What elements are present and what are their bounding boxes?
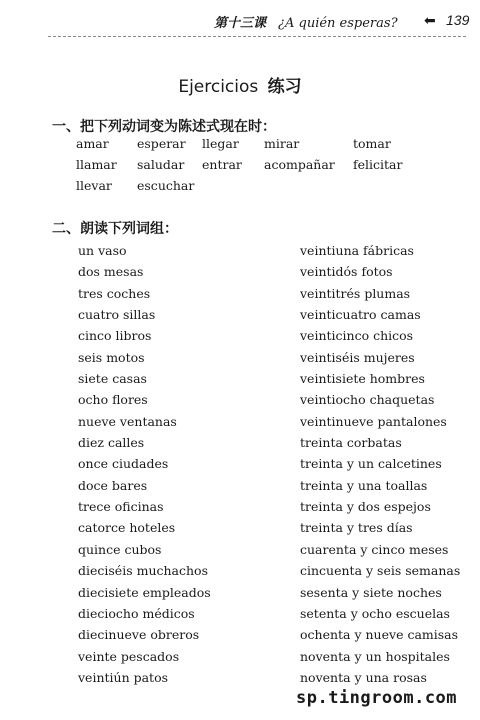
phrase-item: veintisiete hombres [300, 371, 425, 387]
arrow-left-icon: ⬅ [424, 13, 436, 29]
verb-item: acompañar [264, 157, 335, 172]
phrase-item: setenta y ocho escuelas [300, 605, 450, 621]
phrase-item: noventa y una rosas [300, 669, 427, 685]
phrase-item: un vaso [78, 243, 127, 258]
phrase-item: treinta y dos espejos [300, 499, 431, 515]
phrase-item: treinta y una toallas [300, 477, 428, 493]
section1-heading: 一、把下列动词变为陈述式现在时： [52, 119, 276, 135]
phrase-item: siete casas [78, 371, 147, 387]
phrase-item: trece oficinas [78, 499, 164, 515]
phrase-item: dieciocho médicos [78, 605, 195, 621]
verb-item: llamar [76, 157, 117, 172]
verb-item: llegar [202, 136, 239, 151]
phrase-item: veintiún patos [78, 669, 169, 685]
phrase-item: treinta y un calcetines [300, 456, 442, 472]
phrase-item: dos mesas [78, 264, 144, 280]
exercises-title [0, 72, 480, 97]
title-cn: 练习 [267, 77, 302, 97]
phrase-item: veintinueve pantalones [300, 413, 447, 429]
phrase-item: veinticinco chicos [300, 328, 414, 344]
phrase-item: catorce hoteles [78, 520, 176, 536]
phrase-item: cinco libros [78, 328, 152, 344]
lesson-title: ¿A quién esperas? [278, 16, 398, 31]
phrase-item: noventa y un hospitales [300, 648, 450, 664]
phrase-item: veinte pescados [78, 648, 180, 664]
phrase-item: veintiocho chaquetas [300, 392, 435, 408]
phrase-item: treinta y tres días [300, 520, 413, 536]
phrase-item: once ciudades [78, 456, 169, 472]
title-es: Ejercicios [178, 77, 259, 97]
phrase-column-right [300, 240, 460, 688]
phrase-item: ocho flores [78, 392, 148, 408]
verb-item: saludar [137, 157, 185, 172]
phrase-item: diecinueve obreros [78, 627, 200, 643]
phrase-item: dieciséis muchachos [78, 563, 208, 579]
lesson-number: 第十三课 [214, 16, 267, 31]
phrase-item: tres coches [78, 285, 151, 301]
verb-item: escuchar [137, 178, 195, 193]
verb-item: llevar [76, 178, 112, 193]
phrase-item: nueve ventanas [78, 413, 177, 429]
phrase-item: diecisiete empleados [78, 584, 211, 600]
phrase-item: diez calles [78, 435, 145, 451]
header-title [214, 12, 398, 31]
verb-item: tomar [353, 136, 391, 151]
page-number: 139 [446, 12, 470, 28]
phrase-item: veintidós fotos [300, 264, 393, 280]
header-rule [48, 36, 466, 37]
phrase-item: ochenta y nueve camisas [300, 627, 459, 643]
verb-item: esperar [137, 136, 186, 151]
phrase-item: sesenta y siete noches [300, 584, 442, 600]
verb-item: amar [76, 136, 109, 151]
phrase-item: cincuenta y seis semanas [300, 563, 461, 579]
page-header [0, 0, 480, 38]
verb-item: entrar [202, 157, 242, 172]
watermark: sp.tingroom.com [296, 688, 458, 708]
phrase-item: seis motos [78, 349, 145, 365]
phrase-item: cuatro sillas [78, 307, 156, 323]
phrase-item: veintitrés plumas [300, 285, 411, 301]
verb-item: mirar [264, 136, 300, 151]
phrase-column-left [78, 240, 211, 688]
phrase-item: treinta corbatas [300, 435, 402, 451]
phrase-item: cuarenta y cinco meses [300, 541, 449, 557]
phrase-item: doce bares [78, 477, 148, 493]
phrase-item: quince cubos [78, 541, 162, 557]
verb-item: felicitar [353, 157, 403, 172]
section2-heading: 二、朗读下列词组： [52, 221, 178, 237]
phrase-item: veinticuatro camas [300, 307, 421, 323]
phrase-item: veintiuna fábricas [300, 243, 414, 258]
phrase-item: veintiséis mujeres [300, 349, 415, 365]
